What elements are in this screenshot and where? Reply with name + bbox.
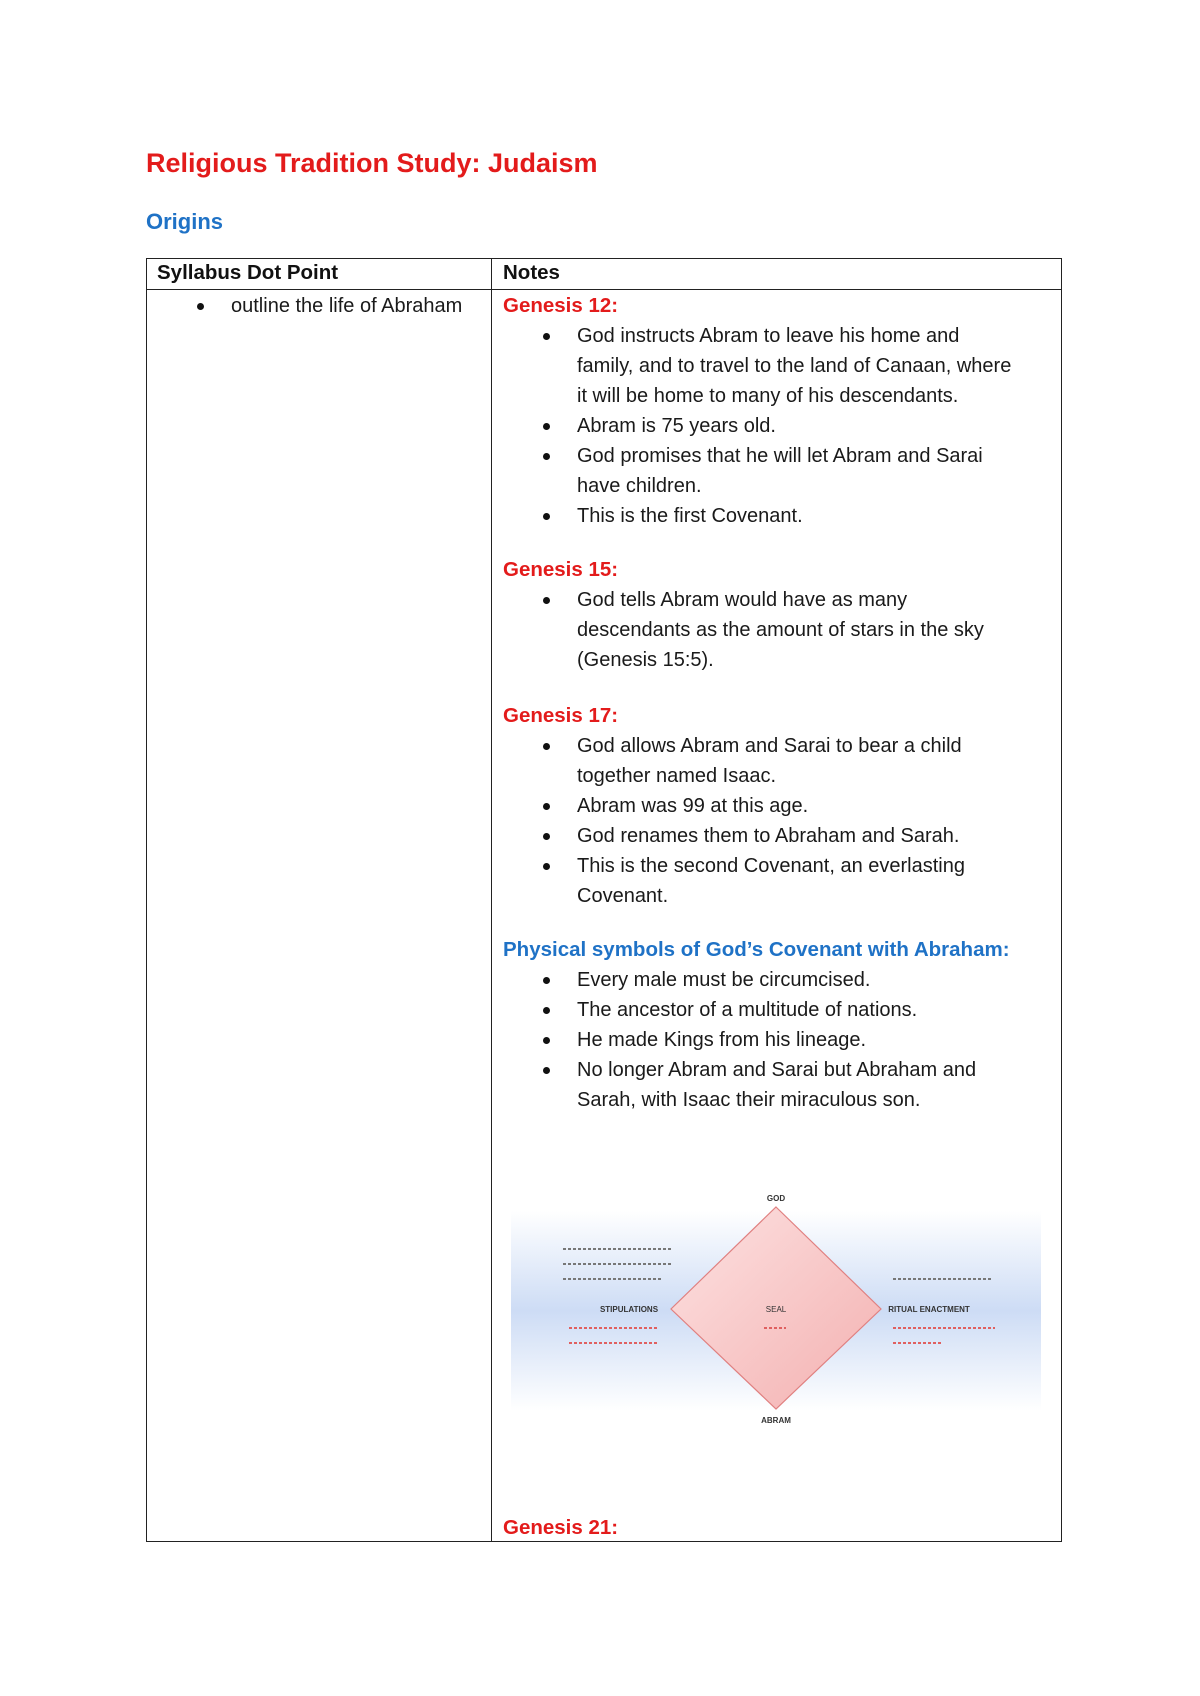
genesis-15-heading: Genesis 15: (503, 558, 619, 581)
list-item: He made Kings from his lineage. (577, 1025, 1017, 1055)
list-item: Abram is 75 years old. (577, 411, 1017, 441)
list-item: God tells Abram would have as many descendants as the amount of stars in the sky (Genesis 15:5). (577, 585, 1017, 675)
list-item: God allows Abram and Sarai to bear a child together named Isaac. (577, 731, 1017, 791)
column-divider (491, 259, 492, 1541)
list-item: Abram was 99 at this age. (577, 791, 1017, 821)
syllabus-list (231, 291, 471, 321)
covenant-symbols-list (577, 965, 1017, 1115)
list-item: God renames them to Abraham and Sarah. (577, 821, 1017, 851)
diagram-label-seal: SEAL (765, 1305, 787, 1314)
list-item: This is the second Covenant, an everlasting Covenant. (577, 851, 1017, 911)
list-item: Every male must be circumcised. (577, 965, 1017, 995)
section-title: Origins (146, 209, 224, 234)
list-item: This is the first Covenant. (577, 501, 1017, 531)
diagram-label-abram: ABRAM (761, 1416, 791, 1425)
covenant-diagram (511, 1187, 1041, 1427)
genesis-17-list (577, 731, 1017, 911)
diagram-label-ritual: RITUAL ENACTMENT (888, 1305, 970, 1314)
notes-table (146, 258, 1062, 1542)
genesis-12-list (577, 321, 1017, 531)
list-item: God promises that he will let Abram and Sarai have children. (577, 441, 1017, 501)
list-item: God instructs Abram to leave his home and family, and to travel to the land of Canaan, where it will be home to many of his descendants. (577, 321, 1017, 411)
covenant-symbols-heading: Physical symbols of God’s Covenant with Abraham: (503, 938, 1010, 961)
list-item: No longer Abram and Sarai but Abraham and Sarah, with Isaac their miraculous son. (577, 1055, 1017, 1115)
header-notes: Notes (503, 261, 560, 284)
genesis-17-heading: Genesis 17: (503, 704, 619, 727)
document-title: Religious Tradition Study: Judaism (146, 148, 598, 178)
syllabus-item: outline the life of Abraham (231, 291, 471, 321)
header-divider (147, 289, 1061, 290)
genesis-15-list (577, 585, 1017, 675)
diagram-label-stipulations: STIPULATIONS (599, 1305, 659, 1314)
genesis-12-heading: Genesis 12: (503, 294, 619, 317)
genesis-21-heading: Genesis 21: (503, 1516, 619, 1539)
list-item: The ancestor of a multitude of nations. (577, 995, 1017, 1025)
header-syllabus: Syllabus Dot Point (157, 261, 339, 284)
diagram-label-god: GOD (766, 1194, 786, 1203)
